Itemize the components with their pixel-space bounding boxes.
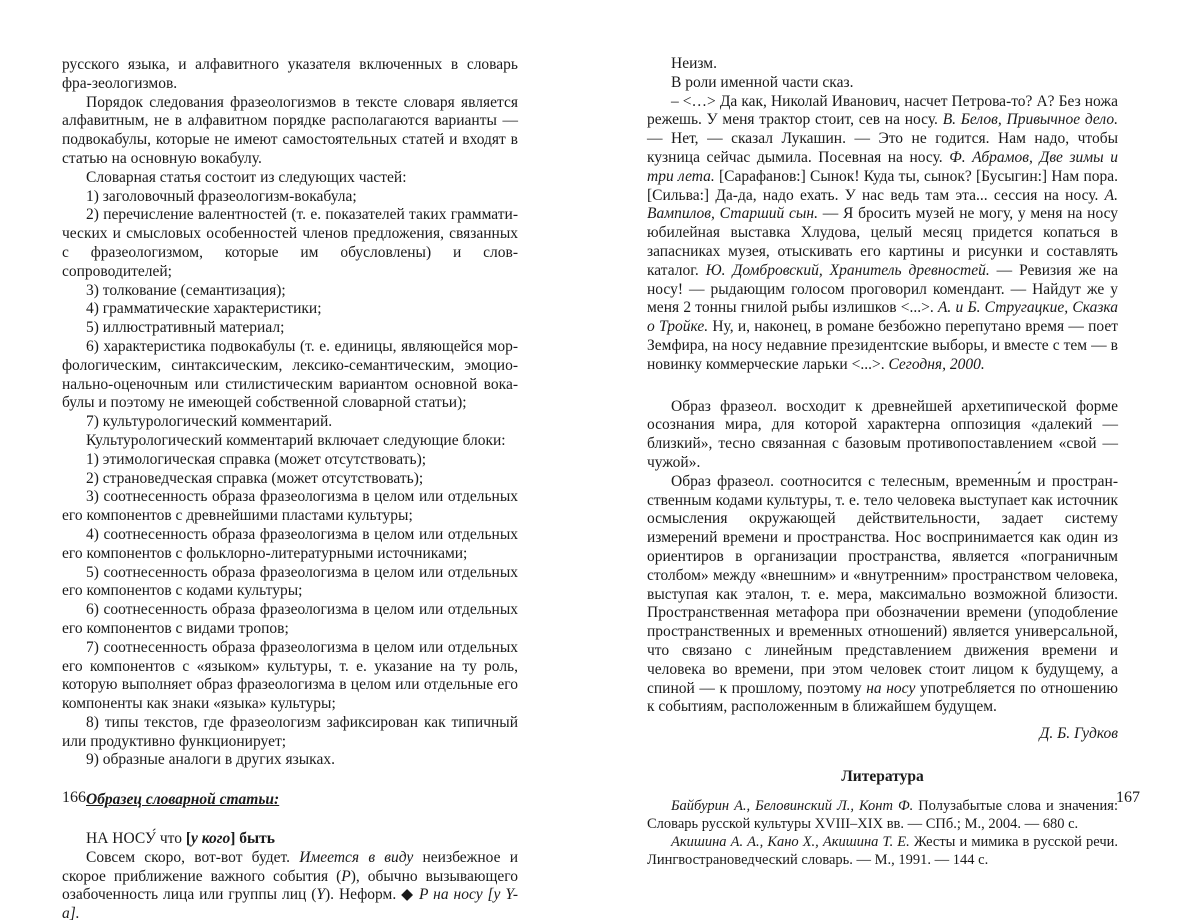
block-item: 5) соотнесенность образа фразеологизма в целом или отдельных его компонентов с кодами культуры; (62, 563, 518, 600)
block-item: 2) страноведческая справка (может отсутствовать); (86, 469, 424, 487)
part-item: 1) заголовочный фразеологизм-вокабула; (86, 187, 357, 205)
order-paragraph: Порядок следования фразеологизмов в тексте словаря является алфавитным, не в алфавитном порядке располагаются варианты — подвокабулы, которые не имеют самостоятельных статей и входят в статью на основную вокабулу. (62, 93, 518, 167)
quote-source: Сегодня, 2000. (888, 355, 985, 373)
commentary-paragraph: Образ фразеол. восходит к древнейшей архетипической форме осознания мира, для которой характерна оппозиция «далекий — близкий», тесно связанная с базовым противопоставлением «свой — чужой». (647, 397, 1118, 471)
quote-source: А. Вампилов, Старший сын. (647, 186, 1118, 223)
block-item: 4) соотнесенность образа фразеологизма в целом или отдельных его компонентов с фольклорно-литературными источниками; (62, 525, 518, 562)
author-signature: Д. Б. Гудков (1039, 725, 1118, 743)
quote-source: А. и Б. Стругацкие, Сказка о Тройке. (647, 299, 1118, 336)
part-item: 6) характеристика подвокабулы (т. е. единицы, являющейся морфологическим, синтаксическим, лексико-семантическим, эмоционально-оценочным или стилистическим вариантом основной вокабулы и поэтому не имеющей собственной словарной статьи); (62, 337, 518, 412)
illustrative-quotes: – <…> Да как, Николай Иванович, насчет Петрова-то? А? Без ножа режешь. У меня трактор стоит, сев на носу. В. Белов, Привычное дело. — Нет, — сказал Лукашин. — Это не годится. Нам надо, чтобы кузница сейчас дымила. Посевная на носу. Ф. Абрамов, Две зимы и три лета. [Сарафанов:] Сынок! Куда ты, сынок? [Бусыгин:] Нам пора. [Сильва:] Да-да, надо ехать. У нас ведь там эта... сессия на носу. А. Вампилов, Старший сын. — Я бросить музей не могу, у меня на носу юбилейная выставка Хлудова, целый месяц придется копаться в запасниках музея, отыскивать его картины и рисунки и составлять каталог. Ю. Домбровский, Хранитель древностей. — Ревизия же на носу! — рыдающим голосом проговорил комендант. — Найдут же у меня 2 тонны гнилой рыбы излишков <...>. А. и Б. Стругацкие, Сказка о Тройке. Ну, и, наконец, в романе безбожно перепутано время — поет Земфира, на носу недавние президентские выборы, и вместе с тем — в новинку коммерческие ларьки <...>. Сегодня, 2000. (647, 92, 1119, 373)
page-number-left: 166 (62, 789, 86, 806)
part-item: 2) перечисление валентностей (т. е. показателей таких грамматических и смысловых особенностей членов предложения, связанных с фразеологизмом, которые им обусловлены) и слов-сопроводителей; (62, 206, 518, 280)
entry-headword-line: НА НОСУ́ что [у кого] быть (86, 830, 275, 848)
left-text-column (62, 56, 518, 924)
entry-definition: Совсем скоро, вот-вот будет. Имеется в виду неизбежное и скорое приближение важного события (P), обычно вызывающего озабоченность лица или группы лиц (Y). Неформ. ◆ P на носу [у Y-а]. (62, 848, 518, 923)
literature-item: Байбурин А., Беловинский Л., Конт Ф. Полузабытые слова и значения: Словарь русской культуры XVIII–XIX вв. — СПб.; М., 2004. — 680 с. (647, 797, 1118, 832)
quote-source: Ф. Абрамов, Две зимы и три лета. (647, 148, 1118, 185)
block-item: 7) соотнесенность образа фразеологизма в целом или отдельных его компонентов с «языком» культуры, т. е. указание на ту роль, которую выполняет образ фразеологизма в целом или отдельные его компоненты как знаки «языка» культуры; (62, 638, 518, 713)
part-item: 4) грамматические характеристики; (86, 300, 322, 318)
intro-fragment: русского языка, и алфавитного указателя включенных в словарь фра-зеологизмов. (62, 56, 518, 92)
literature-heading: Литература (841, 767, 924, 785)
grammar-note: Неизм. (671, 55, 717, 72)
part-item: 5) иллюстративный материал; (86, 319, 285, 337)
commentary-paragraph: Образ фразеол. соотносится с телесным, временны́м и пространственным кодами культуры, т. е. тело человека выступает как источник осмысления окружающей действительности, задает систему измерений времени и пространства. Нос воспринимается как один из ориентиров в организации пространства, является «пограничным столбом» между «внешним» и «внутренним» пространством человека, выступая как эталон, т. е. мера, максимально возможной близости. Пространственная метафора при обозначении времени (уподобление пространственных и временных отношений) является универсальной, что связано с линейным представлением движения времени и человека во времени, при этом человек стоит лицом к будущему, а спиной — к прошлому, поэтому на носу употребляется по отношению к событиям, расположенным в ближайшем будущем. (647, 472, 1118, 716)
block-item: 1) этимологическая справка (может отсутствовать); (86, 450, 427, 468)
literature-item: Акишина А. А., Кано Х., Акишина Т. Е. Жесты и мимика в русской речи. Лингвострановедческий словарь. — М., 1991. — 144 с. (647, 833, 1118, 868)
grammar-note: В роли именной части сказ. (671, 73, 854, 91)
blocks-intro: Культурологический комментарий включает следующие блоки: (86, 431, 506, 449)
quote-source: Ю. Домбровский, Хранитель древностей. (705, 261, 990, 279)
left-page (0, 0, 600, 923)
block-item: 6) соотнесенность образа фразеологизма в целом или отдельных его компонентов с видами тропов; (62, 601, 518, 637)
part-item: 3) толкование (семантизация); (86, 281, 286, 299)
entry-headword: НА НОСУ́ (86, 830, 156, 848)
parts-intro: Словарная статья состоит из следующих частей: (86, 168, 407, 186)
block-item: 8) типы текстов, где фразеологизм зафиксирован как типичный или продуктивно функционирует; (62, 713, 518, 750)
block-item: 3) соотнесенность образа фразеологизма в целом или отдельных его компонентов с древнейшими пластами культуры; (62, 488, 518, 525)
part-item: 7) культурологический комментарий. (86, 413, 333, 431)
page-number-right: 167 (1116, 789, 1140, 806)
right-text-column (647, 55, 1118, 869)
right-page (600, 0, 1200, 868)
block-item: 9) образные аналоги в других языках. (86, 751, 335, 769)
sample-heading: Образец словарной статьи: (86, 791, 280, 809)
quote-source: В. Белов, Привычное дело. (942, 111, 1118, 129)
